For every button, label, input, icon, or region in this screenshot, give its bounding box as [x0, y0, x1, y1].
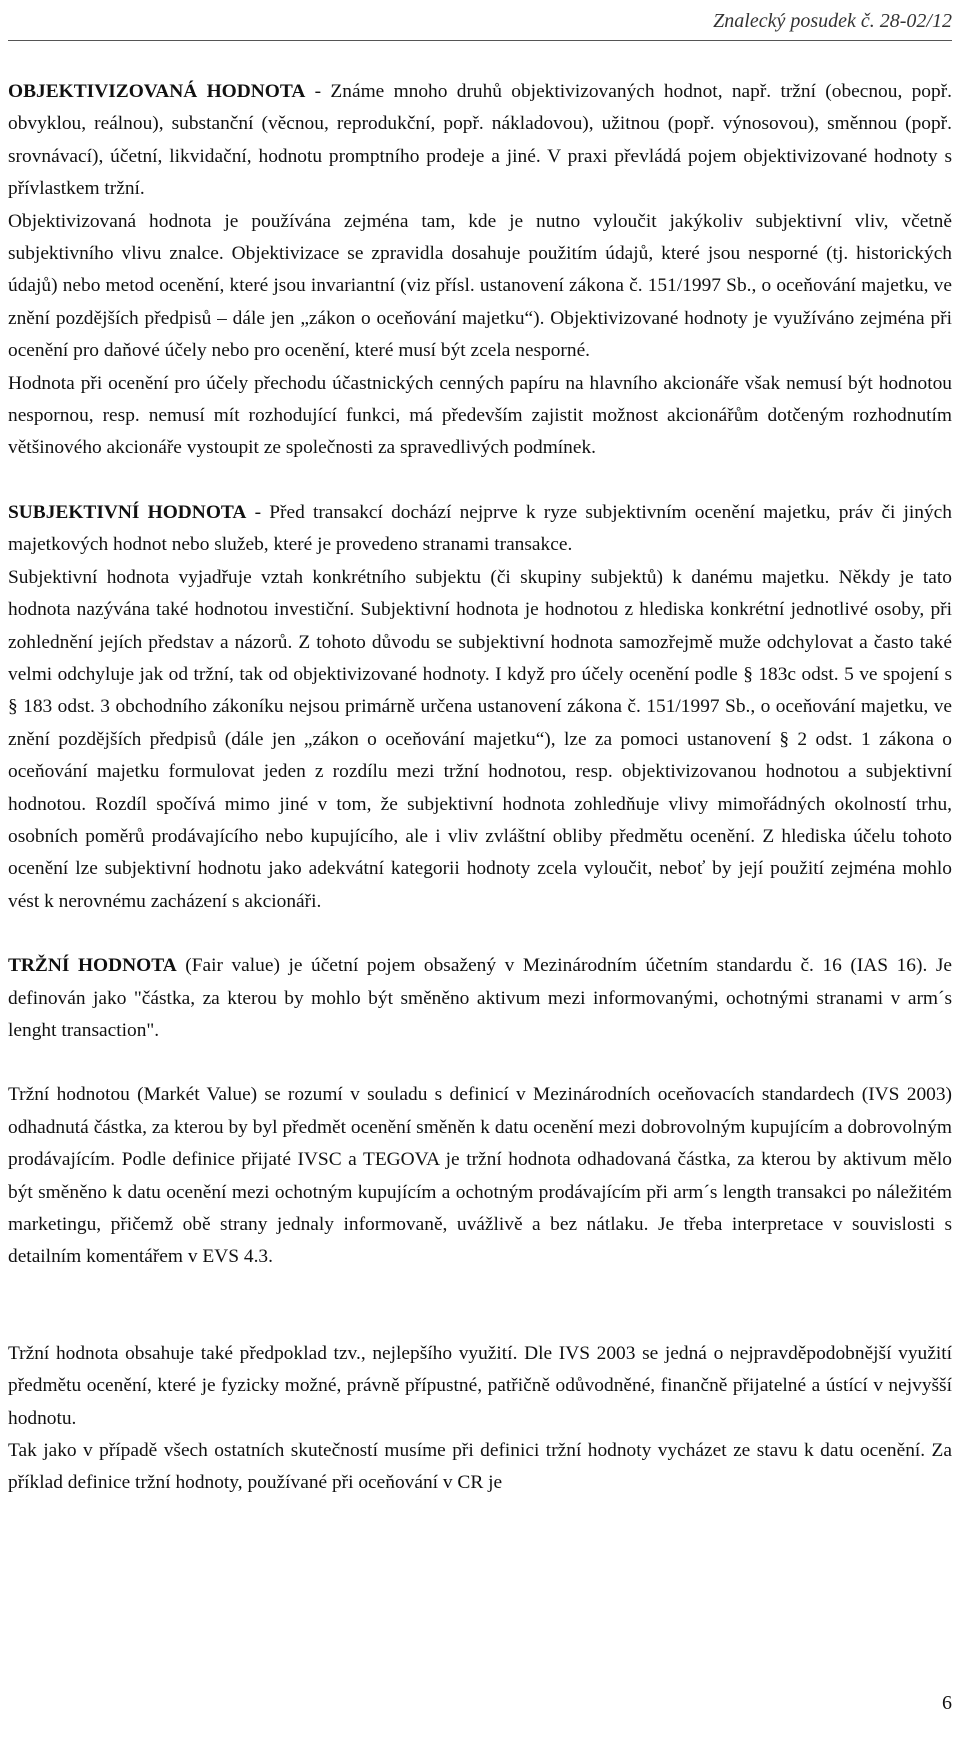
- document-body: [8, 76, 952, 1500]
- market-paragraph-3: Tržní hodnota obsahuje také předpoklad tzv., nejlepšího využití. Dle IVS 2003 se jedná o nejpravděpodobnější využití předmětu ocenění, které je fyzicky možné, právně přípustné, patřičně odůvodněné, finančně přijatelné a ústící v nejvyšší hodnotu.: [8, 1342, 952, 1429]
- header-divider: [8, 40, 952, 41]
- objective-paragraph-3: Hodnota při ocenění pro účely přechodu účastnických cenných papíru na hlavního akcionáře však nemusí být hodnotou nespornou, resp. nemusí mít rozhodující funkci, má především zajistit možnost akcionářům dotčeným rozhodnutím většinového akcionáře vystoupit ze společnosti za spravedlivých podmínek.: [8, 372, 952, 459]
- subjective-term: SUBJEKTIVNÍ HODNOTA: [8, 501, 247, 523]
- objective-term: OBJEKTIVIZOVANÁ HODNOTA: [8, 81, 306, 102]
- page-number: 6: [942, 1692, 952, 1714]
- market-paragraph-2: Tržní hodnotou (Markét Value) se rozumí v souladu s definicí v Mezinárodních oceňovacích standardech (IVS 2003) odhadnutá částka, za kterou by byl předmět ocenění směněn k datu ocenění mezi dobrovolným kupujícím a dobrovolným prodávajícím. Podle definice přijaté IVSC a TEGOVA je tržní hodnota odhadovaná částka, za kterou by aktivum mělo být směněno k datu ocenění mezi ochotným kupujícím a ochotným prodávajícím při arm´s length transakci po náležitém marketingu, přičemž obě strany jednaly informovaně, uvážlivě a bez nátlaku. Je třeba interpretace v souvislosti s detailním komentářem v EVS 4.3.: [8, 1084, 952, 1268]
- subjective-paragraph-2: Subjektivní hodnota vyjadřuje vztah konkrétního subjektu (či skupiny subjektů) k danému majetku. Někdy je tato hodnota nazývána také hodnotou investiční. Subjektivní hodnota je hodnotou z hlediska konkrétní jednotlivé osoby, při zohlednění jejích představ a názorů. Z tohoto důvodu se subjektivní hodnota samozřejmě muže odchylovat a často také velmi odchyluje jak od tržní, tak od objektivizované hodnoty. I když pro účely ocenění podle § 183c odst. 5 ve spojení s § 183 odst. 3 obchodního zákoníku nejsou primárně určena ustanovení zákona č. 151/1997 Sb., o oceňování majetku, ve znění pozdějších předpisů (dále jen „zákon o oceňování majetku“), lze za pomoci ustanovení § 2 odst. 1 zákona o oceňování majetku formulovat jeden z rozdílu mezi tržní hodnotou, resp. objektivizovanou hodnotou a subjektivní hodnotou. Rozdíl spočívá mimo jiné v tom, že subjektivní hodnota zohledňuje vlivy mimořádných okolností trhu, osobních poměrů prodávajícího nebo kupujícího, ale i vliv zvláštní obliby předmětu ocenění. Z hlediska účelu tohoto ocenění lze subjektivní hodnotu jako adekvátní kategorii hodnoty zcela vyloučit, neboť by její použití zejména mohlo vést k nerovnému zacházení s akcionáři.: [8, 566, 952, 912]
- objective-text-1: - Známe mnoho druhů objektivizovaných hodnot, např. tržní (obecnou, popř. obvyklou, reálnou), substanční (věcnou, reprodukční, popř. nákladovou), užitnou (popř. výnosovou), směnnou (popř. srovnávací), účetní, likvidační, hodnotu promptního prodeje a jiné. V praxi převládá pojem objektivizované hodnoty s přívlastkem tržní.: [8, 81, 952, 200]
- spacer: [8, 918, 952, 950]
- market-text-1: (Fair value) je účetní pojem obsažený v Mezinárodním účetním standardu č. 16 (IAS 16). Je definován jako "částka, za kterou by mohlo být směněno aktivum mezi informovanými, ochotnými stranami v arm´s lenght transaction".: [8, 955, 952, 1041]
- market-paragraph-1: [8, 950, 952, 1047]
- spacer: [8, 1274, 952, 1338]
- market-term: TRŽNÍ HODNOTA: [8, 955, 177, 977]
- document-header-title: Znalecký posudek č. 28-02/12: [713, 10, 952, 32]
- subjective-paragraph-1: [8, 497, 952, 562]
- spacer: [8, 1047, 952, 1079]
- subjective-text-1: - Před transakcí dochází nejprve k ryze subjektivním ocenění majetku, práv či jiných majetkových hodnot nebo služeb, které je provedeno stranami transakce.: [8, 501, 952, 556]
- objective-paragraph-1: [8, 76, 952, 206]
- spacer: [8, 465, 952, 497]
- market-paragraph-4: Tak jako v případě všech ostatních skutečností musíme při definici tržní hodnoty vycházet ze stavu k datu ocenění. Za příklad definice tržní hodnoty, používané při oceňování v CR je: [8, 1440, 952, 1494]
- objective-paragraph-2: Objektivizovaná hodnota je používána zejména tam, kde je nutno vyloučit jakýkoliv subjektivní vliv, včetně subjektivního vlivu znalce. Objektivizace se zpravidla dosahuje použitím údajů, které jsou nesporné (tj. historických údajů) nebo metod ocenění, které jsou invariantní (viz přísl. ustanovení zákona č. 151/1997 Sb., o oceňování majetku, ve znění pozdějších předpisů – dále jen „zákon o oceňování majetku“). Objektivizované hodnoty je využíváno zejména při ocenění pro daňové účely nebo pro ocenění, které musí být zcela nesporné.: [8, 210, 952, 362]
